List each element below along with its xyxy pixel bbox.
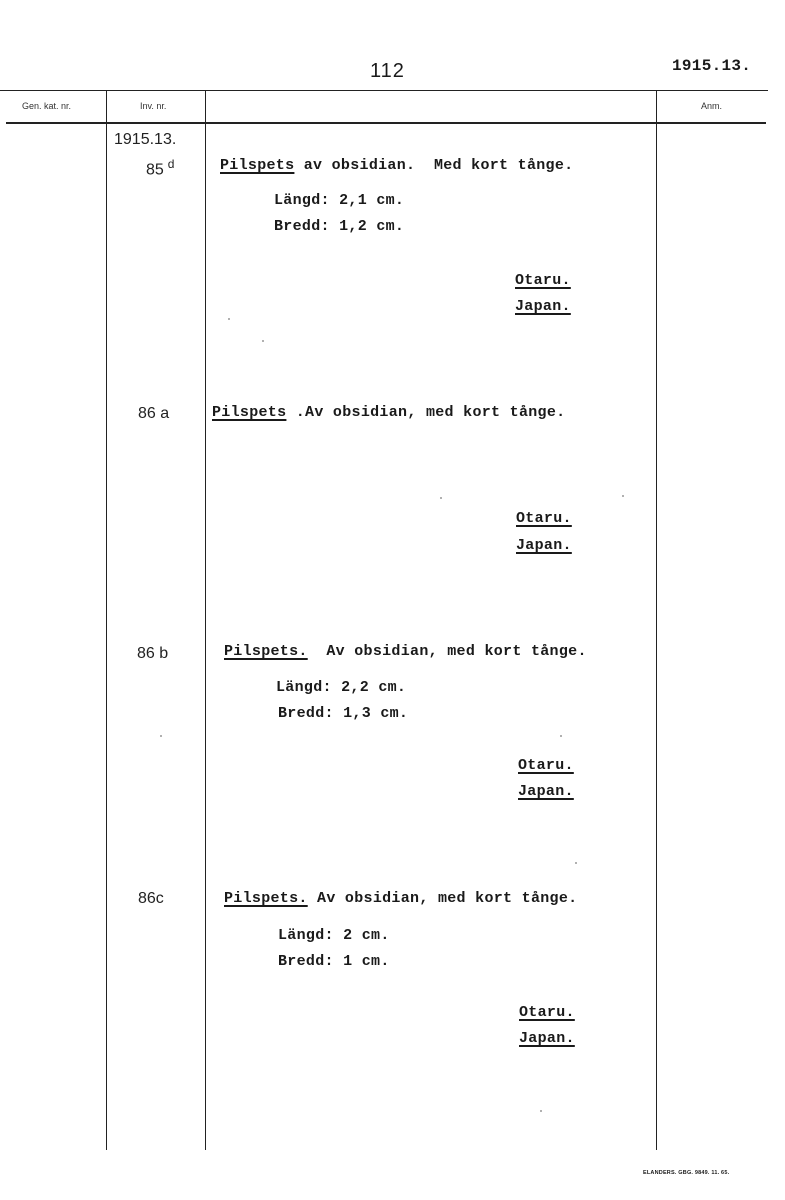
find-place: Otaru. xyxy=(516,510,572,527)
object-name: Pilspets. xyxy=(224,643,308,660)
inventory-number: 86c xyxy=(138,890,164,907)
inventory-number-suffix: d xyxy=(167,157,175,171)
find-country: Japan. xyxy=(518,783,574,800)
scan-speck xyxy=(228,318,230,320)
find-place: Otaru. xyxy=(518,757,574,774)
header-top-rule xyxy=(0,90,768,91)
width-measure: Bredd: 1,2 cm. xyxy=(274,218,405,235)
object-description: Av obsidian, med kort tånge. xyxy=(307,643,587,660)
find-country: Japan. xyxy=(515,298,571,315)
find-place: Otaru. xyxy=(519,1004,575,1021)
column-divider-inv-text xyxy=(205,90,206,1150)
find-place: Otaru. xyxy=(515,272,571,289)
inventory-number: 86 b xyxy=(137,645,169,662)
length-measure: Längd: 2,2 cm. xyxy=(276,679,407,696)
length-measure: Längd: 2,1 cm. xyxy=(274,192,405,209)
scan-speck xyxy=(440,497,442,499)
object-description: .Av obsidian, med kort tånge. xyxy=(286,404,566,421)
object-name: Pilspets xyxy=(220,157,295,174)
scan-speck xyxy=(540,1110,542,1112)
column-header-gen-kat: Gen. kat. nr. xyxy=(22,101,72,111)
find-country: Japan. xyxy=(519,1030,575,1047)
column-divider-gen-inv xyxy=(106,90,107,1150)
entry-heading xyxy=(212,890,577,907)
printer-mark: ELANDERS. GBG. 9849. 11. 65. xyxy=(643,1170,730,1176)
entry-heading xyxy=(212,404,565,421)
length-measure: Längd: 2 cm. xyxy=(278,927,390,944)
entry-heading xyxy=(220,157,573,174)
object-name: Pilspets. xyxy=(224,890,308,907)
column-header-anm: Anm. xyxy=(701,101,723,111)
page-number: 112 xyxy=(370,60,405,82)
find-country: Japan. xyxy=(516,537,572,554)
entry-heading xyxy=(212,643,587,660)
inventory-number-main: 85 xyxy=(146,161,164,179)
scan-speck xyxy=(622,495,624,497)
inventory-number xyxy=(146,157,174,179)
object-name: Pilspets xyxy=(212,404,287,421)
object-description: av obsidian. Med kort tånge. xyxy=(294,157,574,174)
width-measure: Bredd: 1,3 cm. xyxy=(278,705,409,722)
scan-speck xyxy=(560,735,562,737)
header-bottom-rule xyxy=(6,122,766,124)
series-prefix: 1915.13. xyxy=(114,131,177,148)
series-number: 1915.13. xyxy=(672,57,752,75)
column-divider-text-anm xyxy=(656,90,657,1150)
width-measure: Bredd: 1 cm. xyxy=(278,953,390,970)
inventory-number: 86 a xyxy=(138,405,170,422)
scan-speck xyxy=(575,862,577,864)
scan-speck xyxy=(262,340,264,342)
object-description: Av obsidian, med kort tånge. xyxy=(307,890,578,907)
scan-speck xyxy=(160,735,162,737)
column-header-inv: Inv. nr. xyxy=(140,101,167,111)
